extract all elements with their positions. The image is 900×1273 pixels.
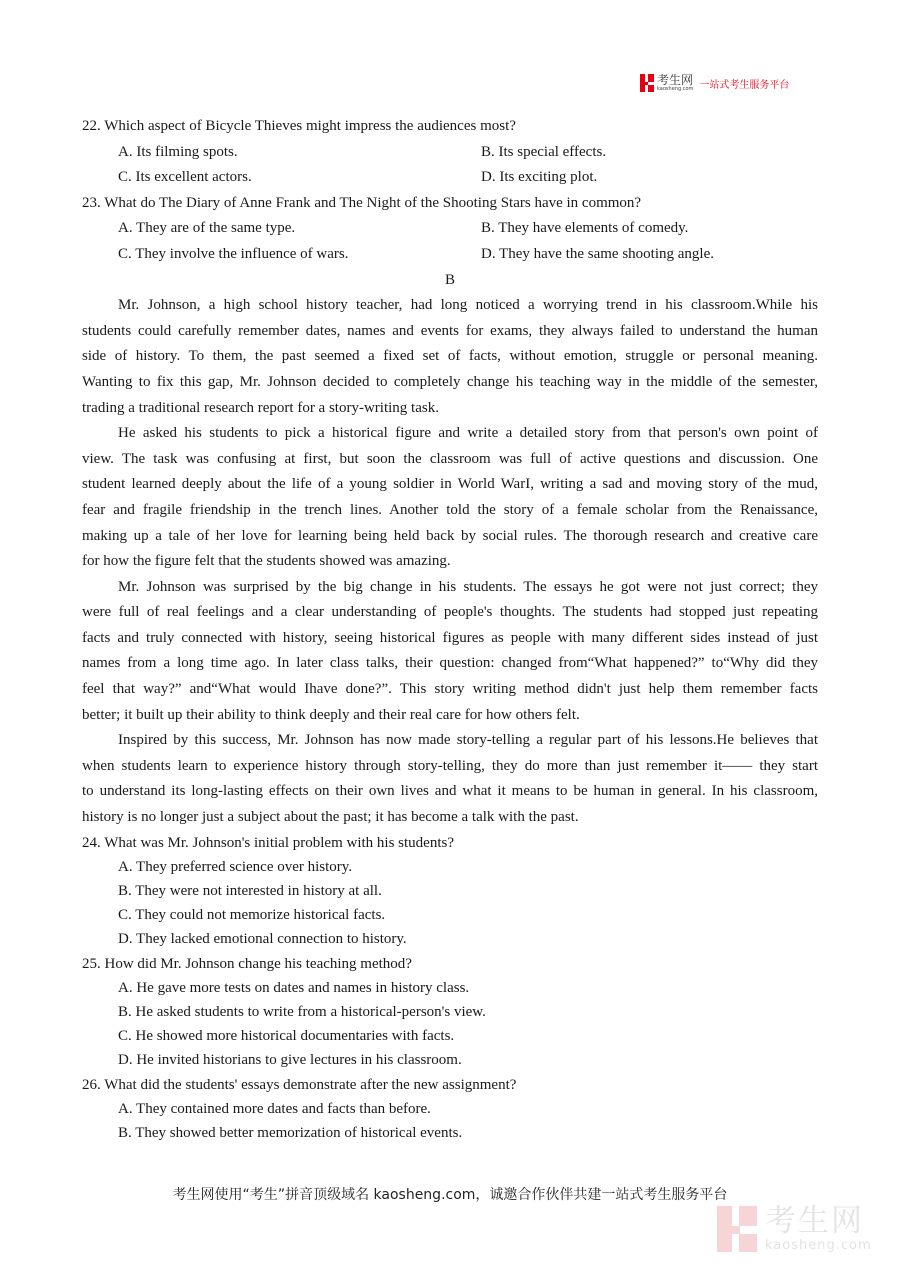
kaosheng-watermark-logo-icon — [717, 1206, 757, 1252]
section-label: B — [444, 271, 455, 288]
passage-line: Wanting to fix this gap, Mr. Johnson decided to completely change his teaching way in the middle of the semester, — [82, 373, 818, 390]
header-slogan: 一站式考生服务平台 — [699, 79, 790, 91]
passage-line: side of history. To them, the past seemed a fixed set of facts, without emotion, struggle or personal meaning. — [82, 348, 818, 365]
passage-line: better; it built up their ability to think deeply and their real care for how others felt. — [82, 706, 580, 723]
passage-line: Mr. Johnson was surprised by the big change in his students. The essays he got were not just correct; they — [118, 578, 818, 595]
passage-line: Mr. Johnson, a high school history teacher, had long noticed a worrying trend in his classroom.While his — [118, 297, 818, 314]
kaosheng-logo-icon — [640, 74, 654, 92]
option-22-b: B. Its special effects. — [481, 143, 607, 160]
passage-line: facts and truly connected with history, seeing historical figures as people with many different sides instead of just — [82, 629, 818, 646]
passage-line: feel that way?” and“What would Ihave done?”. This story writing method didn't just help them remember facts — [82, 681, 818, 698]
passage-line: trading a traditional research report for a story-writing task. — [82, 399, 439, 416]
header-logo — [640, 74, 789, 92]
footer-promo-text: 考生网使用“考生”拼音顶级域名 kaosheng.com，诚邀合作伙伴共建一站式考生服务平台 — [172, 1187, 728, 1203]
passage-line: to understand its long-lasting effects on their own lives and what it means to be human in general. In his classroom, — [82, 783, 818, 800]
option-25-c: C. He showed more historical documentaries with facts. — [118, 1028, 455, 1045]
question-23-options-row-1 — [82, 216, 818, 242]
question-23-stem: 23. What do The Diary of Anne Frank and The Night of the Shooting Stars have in common? — [82, 194, 642, 211]
passage-line: He asked his students to pick a historical figure and write a detailed story from that person's own point of — [118, 425, 818, 442]
passage-line: Inspired by this success, Mr. Johnson has now made story-telling a regular part of his lessons.He believes that — [118, 732, 818, 749]
question-22-options-row-2 — [82, 165, 818, 191]
passage-line: student learned deeply about the life of a young soldier in World WarI, writing a sad and moving story of the mud, — [82, 476, 818, 493]
option-25-d: D. He invited historians to give lectures in his classroom. — [118, 1052, 462, 1069]
option-23-c: C. They involve the influence of wars. — [118, 245, 349, 262]
question-25-stem: 25. How did Mr. Johnson change his teaching method? — [82, 955, 412, 972]
logo-text — [657, 74, 693, 92]
option-24-d: D. They lacked emotional connection to history. — [118, 931, 407, 948]
option-23-b: B. They have elements of comedy. — [481, 220, 689, 237]
passage-line: making up a tale of her love for learning being held back by social rules. The thorough research and creative care — [82, 527, 818, 544]
question-22-options-row-1 — [82, 140, 818, 166]
option-23-a: A. They are of the same type. — [118, 220, 296, 237]
option-25-a: A. He gave more tests on dates and names in history class. — [118, 979, 470, 996]
passage-line: students could carefully remember dates, names and events for exams, they always failed to understand the human — [82, 322, 818, 339]
passage-line: fear and fragile friendship in the trench lines. Another told the story of a female scholar from the Renaissance, — [82, 501, 818, 518]
option-22-c: C. Its excellent actors. — [118, 169, 252, 186]
option-26-a: A. They contained more dates and facts than before. — [118, 1100, 431, 1117]
question-24-stem: 24. What was Mr. Johnson's initial problem with his students? — [82, 834, 454, 851]
option-22-a: A. Its filming spots. — [118, 143, 238, 160]
option-22-d: D. Its exciting plot. — [481, 169, 598, 186]
question-22-stem: 22. Which aspect of Bicycle Thieves might impress the audiences most? — [82, 118, 516, 134]
passage-paragraph-4 — [82, 728, 818, 830]
logo-name-cn: 考生网 — [657, 73, 694, 87]
passage-line: history is no longer just a subject about the past; it has become a talk with the past. — [82, 809, 579, 826]
passage-line: when students learn to experience history through story-telling, they do more than just remember it—— they start — [82, 757, 818, 774]
watermark-text — [765, 1203, 872, 1253]
option-25-b: B. He asked students to write from a historical-person's view. — [118, 1003, 486, 1020]
footer-watermark — [717, 1203, 872, 1253]
passage-paragraph-3 — [82, 575, 818, 729]
passage-line: were full of real feelings and a clear understanding of people's thoughts. The students had stopped just repeating — [82, 604, 818, 621]
option-26-b: B. They showed better memorization of historical events. — [118, 1124, 463, 1141]
option-24-b: B. They were not interested in history at all. — [118, 883, 382, 899]
watermark-name-cn: 考生网 — [765, 1203, 864, 1239]
watermark-name-en: kaosheng.com — [765, 1238, 872, 1253]
passage-line: view. The task was confusing at first, but soon the classroom was full of active questions and discussion. One — [82, 450, 818, 467]
passage-paragraph-2 — [82, 421, 818, 575]
logo-name-en: kaosheng.com — [657, 86, 694, 92]
option-23-d: D. They have the same shooting angle. — [481, 245, 714, 262]
passage-line: for how the figure felt that the students showed was amazing. — [82, 553, 451, 570]
passage-line: names from a long time ago. In later class talks, their question: changed from“What happened?” to“Why did they — [82, 655, 818, 672]
option-24-c: C. They could not memorize historical facts. — [118, 907, 386, 924]
passage-paragraph-1 — [82, 293, 818, 421]
question-26-stem: 26. What did the students' essays demonstrate after the new assignment? — [82, 1076, 517, 1093]
question-23-options-row-2 — [82, 242, 818, 268]
exam-content — [82, 114, 818, 1145]
option-24-a: A. They preferred science over history. — [118, 858, 353, 875]
